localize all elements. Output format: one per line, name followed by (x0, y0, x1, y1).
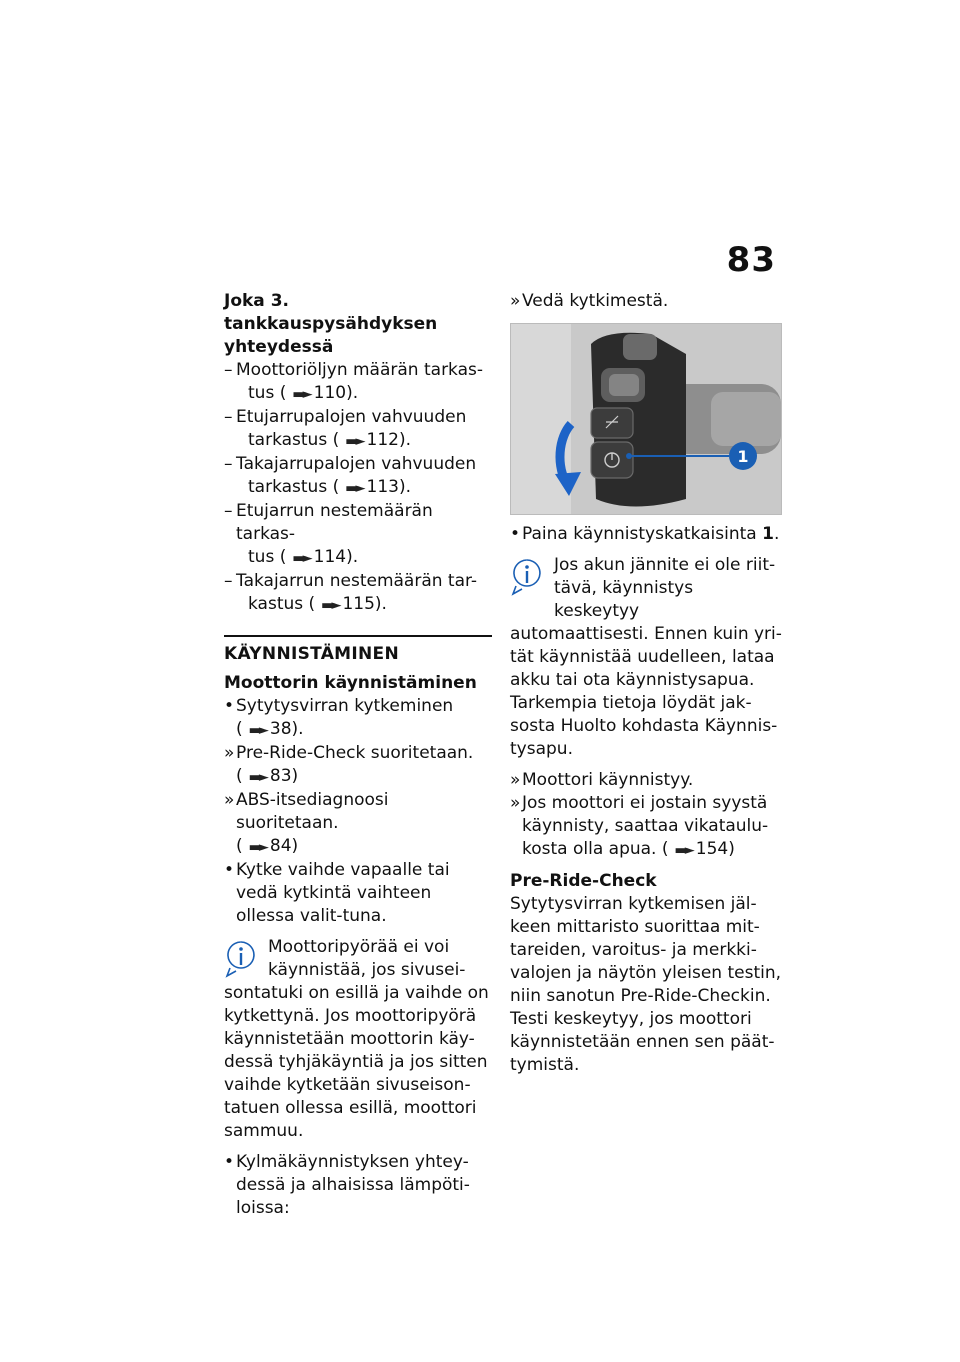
check-text: Etujarrupalojen vahvuuden (236, 407, 467, 427)
arrow-right-icon: ▬► (292, 387, 311, 402)
check-item: – Takajarrupalojen vahvuuden tarkastus ( ▬► 113). (224, 453, 492, 500)
step-cold-start: • Kylmäkäynnistyksen yhtey-dessä ja alhaisissa lämpöti-loissa: (224, 1151, 492, 1220)
check-item: – Etujarrun nestemäärän tarkas- tus ( ▬► 114). (224, 500, 492, 570)
figure-callout-1: 1 (737, 447, 749, 466)
section-divider (224, 635, 492, 637)
page-reference: ( ▬► 112). (333, 430, 411, 450)
result-item: » Pre-Ride-Check suoritetaan. ( ▬► 83) (224, 742, 492, 789)
check-text-cont: tus (248, 383, 275, 403)
subheading-engine-start: Moottorin käynnistäminen (224, 673, 477, 693)
check-item: – Takajarrun nestemäärän tar- kastus ( ▬► 115). (224, 570, 492, 617)
heading-pre-ride-check: Pre-Ride-Check (510, 871, 657, 891)
note-text: sontatuki on esillä ja vaihde on kytkettynä. Jos moottoripyörä käynnistetään moottorin käy-dessä tyhjäkäyntiä ja jos sitten vaihde kytketään sivuseison-tatuen ollessa esillä, moottori sammuu. (224, 983, 489, 1141)
arrow-right-icon: ▬► (345, 481, 364, 496)
result-pull-clutch: » Vedä kytkimestä. (510, 290, 782, 313)
check-text-cont: tarkastus (248, 477, 328, 497)
step-list (224, 695, 492, 928)
result-text: Moottori käynnistyy. (522, 770, 694, 790)
arrow-right-icon: ▬► (674, 843, 693, 858)
step-text: Pre-Ride-Check suoritetaan. (236, 743, 474, 763)
check-item: – Moottoriöljyn määrän tarkas- tus ( ▬► 110). (224, 359, 492, 406)
arrow-right-icon: ▬► (292, 551, 311, 566)
right-column (510, 290, 782, 1077)
arrow-right-icon: ▬► (248, 840, 267, 855)
callout-ref: 1 (762, 524, 774, 544)
step-text: Sytytysvirran kytkeminen (236, 696, 454, 716)
check-text-cont: kastus (248, 594, 304, 614)
check-text: Takajarrupalojen vahvuuden (236, 454, 477, 474)
check-list (224, 359, 492, 617)
handlebar-switch-figure (510, 323, 782, 515)
check-text-cont: tarkastus (248, 430, 328, 450)
page-reference: ( ▬► 38). (236, 719, 304, 739)
arrow-right-icon: ▬► (321, 598, 340, 613)
result-item: » ABS-itsediagnoosi suoritetaan. ( ▬► 84) (224, 789, 492, 859)
page-reference: ( ▬► 115). (309, 594, 387, 614)
handlebar-switch-illustration (511, 324, 781, 514)
result-no-start: » Jos moottori ei jostain syystä käynnisty, saattaa vikataulu-kosta olla apua. ( ▬► 154) (510, 792, 782, 862)
info-icon (510, 556, 544, 596)
note-text: automaattisesti. Ennen kuin yri-tät käynnistää uudelleen, lataa akku tai ota käynnistysapua. Tarkempia tietoja löydät jak-sosta Huolto kohdasta Käynnis-tysapu. (510, 624, 782, 759)
heading-refuel-interval: Joka 3. tankkauspysähdyksen yhteydessä (224, 291, 438, 357)
step-item: • Kytke vaihde vapaalle tai vedä kytkintä vaihteen ollessa valit-tuna. (224, 859, 492, 928)
arrow-right-icon: ▬► (248, 723, 267, 738)
result-text: Jos moottori ei jostain syystä käynnisty, saattaa vikataulu-kosta olla apua. (522, 793, 769, 859)
step-item: • Sytytysvirran kytkeminen ( ▬► 38). (224, 695, 492, 742)
page-reference: ( ▬► 110). (280, 383, 358, 403)
check-text: Takajarrun nestemäärän tar- (236, 571, 478, 591)
page-reference: ( ▬► 83) (236, 766, 298, 786)
result-engine-starts: » Moottori käynnistyy. (510, 769, 782, 792)
step-text: Kytke vaihde vapaalle tai vedä kytkintä vaihteen ollessa valit-tuna. (236, 860, 450, 926)
step-text: Paina käynnistyskatkaisinta (522, 524, 757, 544)
result-text: Vedä kytkimestä. (522, 291, 669, 311)
check-text: Etujarrun nestemäärän tarkas- (236, 501, 433, 544)
step-text: ABS-itsediagnoosi suoritetaan. (236, 790, 389, 833)
step-text: Kylmäkäynnistyksen yhtey-dessä ja alhaisissa lämpöti-loissa: (236, 1152, 470, 1218)
page-number: 83 (726, 240, 776, 280)
note-first-line: Moottoripyörää ei voi käynnistää, jos sivusei- (268, 937, 466, 980)
note-first-line: Jos akun jännite ei ole riit-tävä, käynnistys keskeytyy (554, 555, 776, 621)
page-reference: ( ▬► 84) (236, 836, 298, 856)
check-text: Moottoriöljyn määrän tarkas- (236, 360, 484, 380)
check-item: – Etujarrupalojen vahvuuden tarkastus ( ▬► 112). (224, 406, 492, 453)
check-text-cont: tus (248, 547, 275, 567)
section-title: KÄYNNISTÄMINEN (224, 644, 399, 664)
step-press-start: • Paina käynnistyskatkaisinta 1. (510, 524, 780, 544)
left-column (224, 290, 492, 1220)
pre-ride-text: Sytytysvirran kytkemisen jäl-keen mittaristo suorittaa mit-tareiden, varoitus- ja merkki-valojen ja näytön yleisen testin, niin sanotun Pre-Ride-Checkin. Testi keskeytyy, jos moottori käynnistetään ennen sen päät-tymistä. (510, 894, 782, 1075)
page-reference: ( ▬► 113). (333, 477, 411, 497)
page-reference: ( ▬► 114). (280, 547, 358, 567)
arrow-right-icon: ▬► (248, 770, 267, 785)
page-reference: ( ▬► 154) (662, 839, 735, 859)
arrow-right-icon: ▬► (345, 434, 364, 449)
info-note-side-stand (224, 936, 492, 1143)
info-icon (224, 938, 258, 978)
info-note-battery (510, 554, 782, 761)
